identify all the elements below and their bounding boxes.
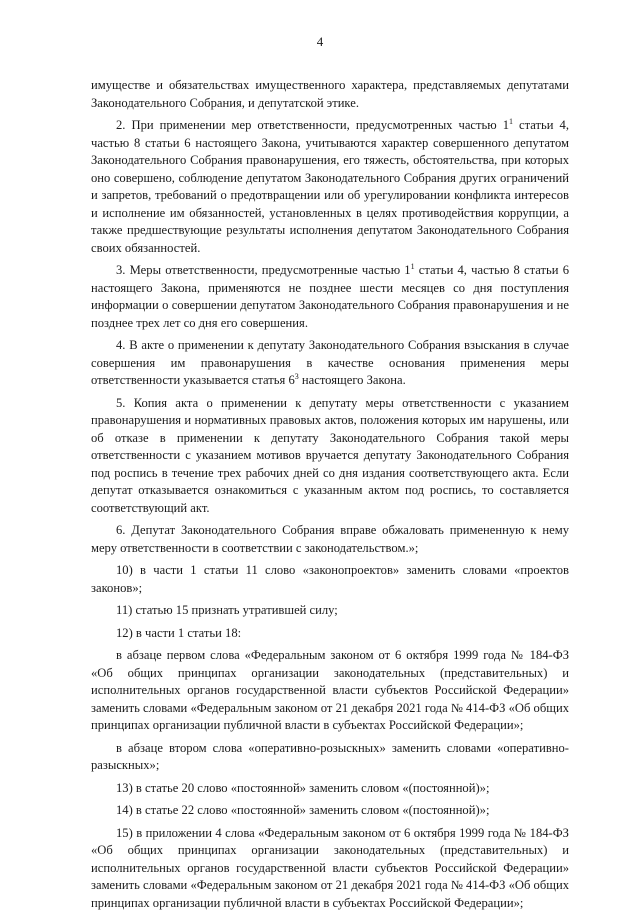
document-body <box>91 77 569 917</box>
paragraph-continuation: имуществе и обязательствах имущественного характера, представляемых депутатами Законодательного Собрания, и депутатской этике. <box>91 78 569 110</box>
paragraph-item-3: 3. Меры ответственности, предусмотренные частью $1^1$ статьи 4, частью 8 статьи 6 настоящего Закона, применяются не позднее шести месяцев со дня поступления информации о совершении депутатом Законодательного Собрания правонарушения и не позднее трех лет со дня его совершения. <box>91 261 570 330</box>
paragraph-item-5: 5. Копия акта о применении к депутату меры ответственности с указанием правонарушения и нормативных правовых актов, положения которых им нарушены, или об отказе в применении к депутату Законодательного Собрания такой меры ответственности с указанием мотивов вручается депутату Законодательного Собрания под роспись в течение трех рабочих дней со дня издания соответствующего акта. Если депутат отказывается ознакомиться с указанным актом под роспись, то составляется соответствующий акт. <box>91 395 569 515</box>
paragraph-point-13: 13) в статье 20 слово «постоянной» заменить словом «(постоянной)»; <box>116 780 490 795</box>
paragraph-item-4: 4. В акте о применении к депутату Законодательного Собрания взыскания в случае совершения им правонарушения в качестве основания применения меры ответственности указывается статья $6^3$ настоящего Закона. <box>91 338 569 387</box>
paragraph-point-14: 14) в статье 22 слово «постоянной» заменить словом «(постоянной)»; <box>116 803 490 817</box>
paragraph-point-12-first-abzac: в абзаце первом слова «Федеральным законом от 6 октября 1999 года № 184-ФЗ «Об общих принципах организации законодательных (представительных) и исполнительных органов государственной власти субъектов Российской Федерации» заменить словами «Федеральным законом от 21 декабря 2021 года № 414-ФЗ «Об общих принципах организации публичной власти в субъектах Российской Федерации»; <box>91 648 569 732</box>
paragraph-point-15: 15) в приложении 4 слова «Федеральным законом от 6 октября 1999 года № 184-ФЗ «Об общих принципах организации законодательных (представительных) и исполнительных органов государственной власти субъектов Российской Федерации» заменить словами «Федеральным законом от 21 декабря 2021 года № 414-ФЗ «Об общих принципах организации публичной власти в субъектах Российской Федерации»; <box>91 825 569 910</box>
paragraph-point-10: 10) в части 1 статьи 11 слово «законопроектов» заменить словами «проектов законов»; <box>91 563 569 595</box>
paragraph-point-11: 11) статью 15 признать утратившей силу; <box>116 603 338 617</box>
page-number: 4 <box>316 34 324 49</box>
paragraph-item-6: 6. Депутат Законодательного Собрания вправе обжаловать примененную к нему меру ответственности в соответствии с законодательством.»; <box>91 523 569 555</box>
paragraph-point-12: 12) в части 1 статьи 18: <box>116 625 242 640</box>
paragraph-item-2: 2. При применении мер ответственности, предусмотренных частью $1^1$ статьи 4, частью 8 статьи 6 настоящего Закона, учитываются характер совершенного депутатом Законодательного Собрания правонарушения, его тяжесть, обстоятельства, при которых оно совершено, соблюдение депутатом Законодательного Собрания других ограничений и запретов, требований о предотвращении или об урегулировании конфликта интересов и исполнение им обязанностей, установленных в целях противодействия коррупции, а также предшествующие результаты исполнения депутатом Законодательного Собрания своих обязанностей. <box>91 116 569 255</box>
paragraph-point-12-second-abzac: в абзаце втором слова «оперативно-розыскных» заменить словами «оперативно-разыскных»; <box>91 740 569 772</box>
